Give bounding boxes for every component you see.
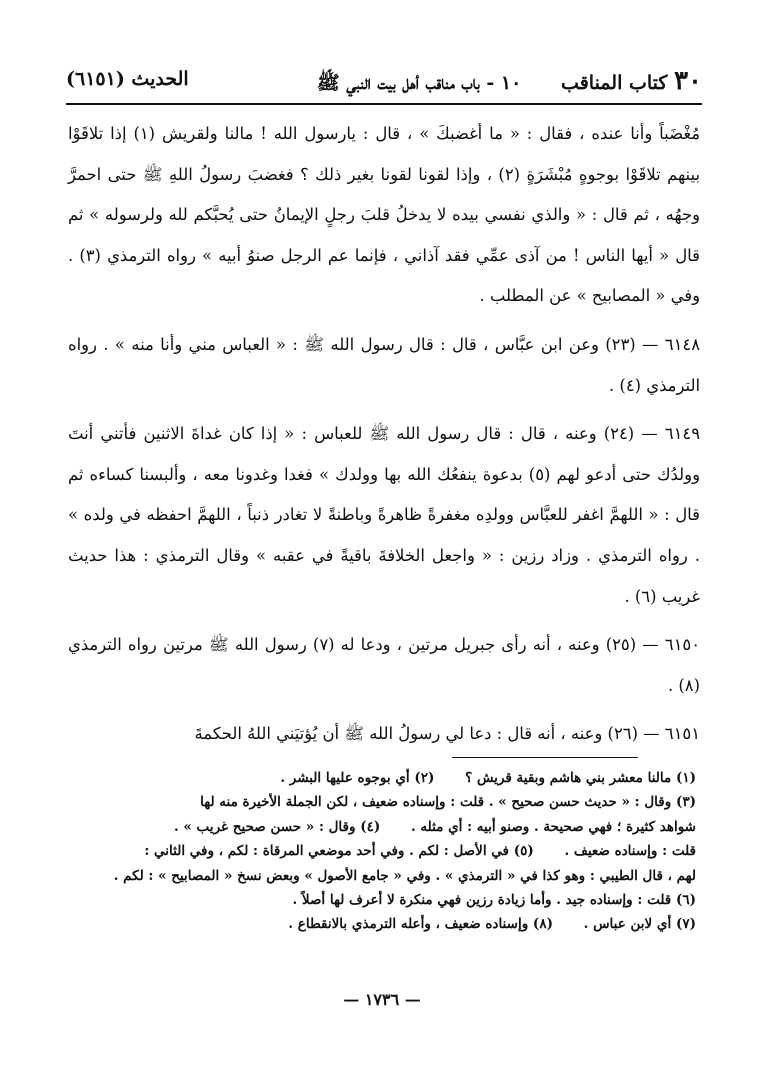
footnotes (80, 766, 696, 937)
footnote-line-3 (80, 815, 696, 839)
footnote-1: (١) مالنا معشر بني هاشم وبقية قريش ؟ (465, 770, 696, 786)
header-divider (66, 103, 702, 105)
header-page-number: ٣٠ (674, 66, 702, 96)
footnote-6: (٦) قلت : وإسناده جيد . وأما زيادة رزين فهي منكرة لا أعرف لها أصلاً . (292, 892, 696, 909)
header-hadith-range: الحديث (٦١٥١) (66, 68, 189, 90)
header-book-title: كتاب المناقب (561, 72, 668, 94)
footnote-5a: قلت : وإسناده ضعيف . (564, 843, 696, 860)
paragraph-hadith-6147-cont: مُغْضَباً وأنا عنده ، فقال : « ما أغضبكَ » ، قال : يارسول الله ! مالنا ولقريش (١) إذا تلاقَوْا بينهم تلاقَوْا بوجوهٍ مُبْشَرَةٍ (٢) ، وإذا لقونا لقونا بغير ذلك ؟ فغضبَ رسولُ اللهِ ﷺ حتى احمرَّ وجهُه ، ثم قال : « والذي نفسي بيده لا يدخلُ قلبَ رجلٍ الإيمانُ حتى يُحبَّكم لله ولرسوله » ثم قال « أيها الناس ! من آذى عمِّي فقد آذاني ، فإنما عم الرجل صنوُ أبيه » رواه الترمذي (٣) . وفي « المصابيح » عن المطلب . (68, 124, 701, 306)
footnote-line-1 (80, 766, 696, 790)
footnote-5c: لهم ، قال الطيبي : وهو كذا في « الترمذي » . وفي « جامع الأصول » وبعض نسخ « المصابيح » : لكم . (113, 867, 696, 884)
header-right (317, 66, 702, 99)
footnote-3a: (٣) وقال : « حديث حسن صحيح » . قلت : وإسناده ضعيف ، لكن الجملة الأخيرة منه لها (200, 794, 696, 811)
running-header (66, 62, 702, 96)
footnote-8: (٨) وإسناده ضعيف ، وأعله الترمذي بالانقطاع . (288, 916, 553, 933)
footnote-line-4 (80, 839, 696, 863)
footnote-divider (452, 757, 638, 758)
main-text (68, 114, 700, 763)
footnote-5b: (٥) في الأصل : لكم . وفي أحد موضعي المرقاة : لكم ، وفي الثاني : (144, 843, 534, 860)
footnote-line-7 (80, 912, 696, 936)
footnote-4: (٤) وقال : « حسن صحيح غريب » . (174, 818, 381, 835)
page-number: — ١٧٣٦ — (343, 990, 421, 1009)
footnote-2: (٢) أي بوجوه عليها البشر . (280, 770, 435, 786)
footnote-7: (٧) أي لابن عباس . (583, 916, 696, 933)
header-chapter-title: ١٠ - باب مناقب أهل بيت النبي ﷺ (316, 72, 522, 94)
paragraph-hadith-6148: ٦١٤٨ — (٢٣) وعن ابن عبَّاس ، قال : قال رسول الله ﷺ : « العباس مني وأنا منه » . رواه الترمذي (٤) . (68, 334, 701, 395)
paragraph-hadith-6149: ٦١٤٩ — (٢٤) وعنه ، قال : قال رسول الله ﷺ للعباس : « إذا كان غداةَ الاثنين فأتني أنتَ وولدُك حتى أدعو لهم (٥) بدعوة ينفعُك الله بها وولدك » فغدا وغدونا معه ، وألبسنا كساءه ثم قال : « اللهمَّ اغفر للعبَّاس وولدِه مغفرةً ظاهرةً وباطنةً لا تغادر ذنباً ، اللهمَّ احفظه في ولده » . رواه الترمذي . وزاد رزين : « واجعل الخلافةَ باقيةً في عقبه » وقال الترمذي : هذا حديث غريب (٦) . (68, 424, 700, 606)
paragraph-hadith-6151: ٦١٥١ — (٢٦) وعنه ، أنه قال : دعا لي رسولُ الله ﷺ أن يُؤتيَني اللهُ الحكمةَ (194, 724, 700, 744)
paragraph-hadith-6150: ٦١٥٠ — (٢٥) وعنه ، أنه رأى جبريل مرتين ، ودعا له (٧) رسول الله ﷺ مرتين رواه الترمذي (٨) . (68, 635, 701, 695)
footnote-3b: شواهد كثيرة ؛ فهي صحيحة . وصنو أبيه : أي مثله . (410, 818, 696, 835)
